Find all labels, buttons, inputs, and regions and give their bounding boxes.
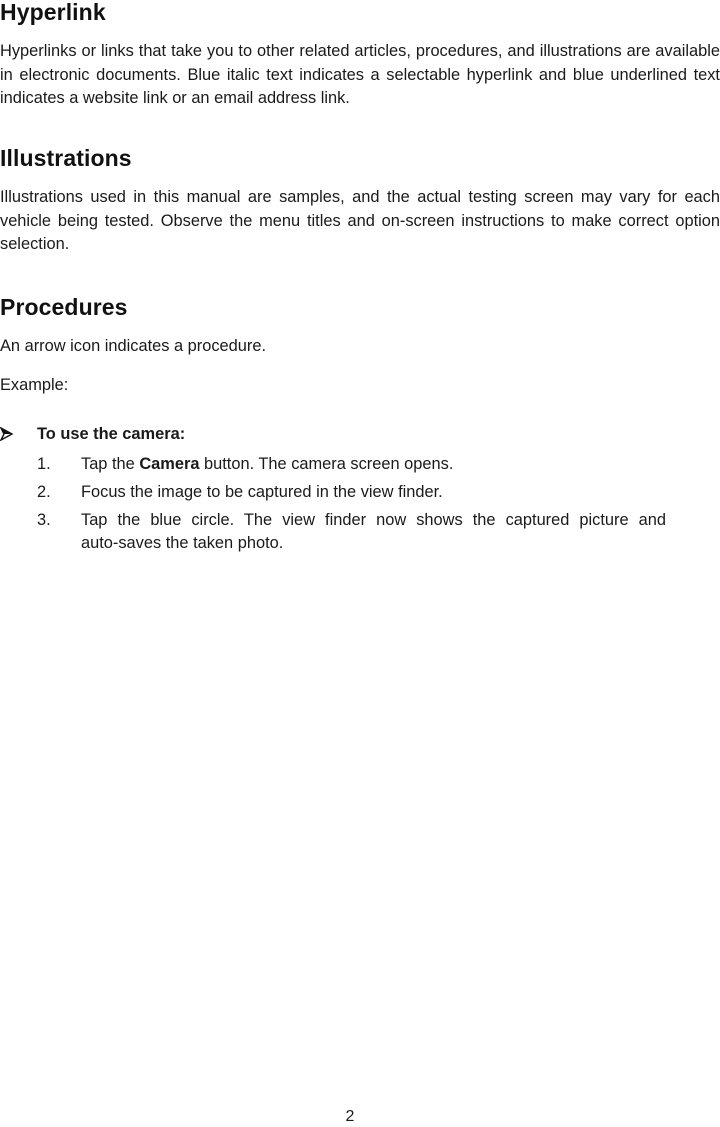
step-text-before: Tap the — [81, 455, 140, 473]
step-text-line1: Tap the blue circle. The view finder now shows the captured picture and — [81, 511, 667, 529]
list-item — [0, 481, 720, 504]
step-text-after: button. The camera screen opens. — [199, 455, 454, 473]
section-procedures — [0, 294, 720, 397]
paragraph-hyperlink: Hyperlinks or links that take you to other related articles, procedures, and illustrations are available in electronic documents. Blue italic text indicates a selectable hyperlink and blue underlined text indicates a website link or an email address link. — [0, 42, 720, 107]
procedure-title-text: To use the camera: — [37, 425, 186, 443]
arrow-icon — [0, 427, 14, 441]
example-label: Example: — [0, 375, 69, 394]
paragraph-procedures-intro: An arrow icon indicates a procedure. — [0, 337, 267, 355]
page-number: 2 — [345, 1108, 355, 1125]
step-bold-camera: Camera — [139, 455, 200, 473]
step-number: 3. — [37, 511, 51, 529]
list-item — [0, 509, 720, 555]
section-heading-hyperlink: Hyperlink — [0, 0, 106, 25]
list-item — [0, 453, 720, 476]
section-hyperlink — [0, 0, 720, 111]
section-illustrations — [0, 145, 720, 257]
step-number: 2. — [37, 483, 51, 501]
step-number: 1. — [37, 455, 51, 473]
paragraph-illustrations: Illustrations used in this manual are samples, and the actual testing screen may vary for each vehicle being tested. Observe the menu titles and on-screen instructions to make correct option selection. — [0, 188, 720, 253]
step-text-line2: auto-saves the taken photo. — [81, 534, 284, 552]
section-heading-illustrations: Illustrations — [0, 145, 132, 171]
procedure-steps — [0, 453, 720, 560]
step-text: Focus the image to be captured in the view finder. — [81, 483, 443, 501]
section-heading-procedures: Procedures — [0, 294, 128, 320]
